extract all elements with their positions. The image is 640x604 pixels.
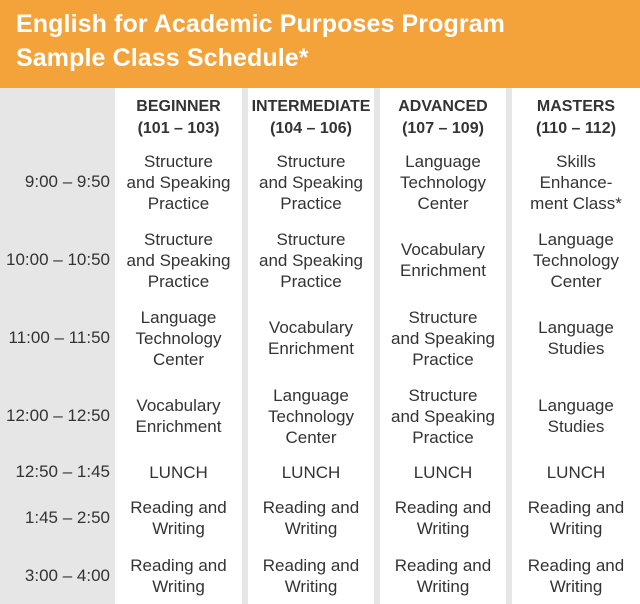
level-range: (104 – 106) <box>270 120 352 137</box>
class-cell <box>380 490 506 546</box>
time-slot: 9:00 – 9:50 <box>24 172 110 191</box>
class-name-line: Writing <box>284 519 338 538</box>
class-name-line: Practice <box>412 349 474 369</box>
class-name-line: LUNCH <box>281 462 341 482</box>
class-name-line: Center <box>152 349 204 369</box>
class-name-line: Studies <box>547 339 605 358</box>
class-cell <box>512 222 640 298</box>
class-name-line: Reading and <box>130 498 227 517</box>
class-cell <box>248 490 374 546</box>
class-cell <box>248 146 374 218</box>
class-cell <box>248 456 374 488</box>
class-name-line: Practice <box>147 193 210 213</box>
time-slot: 12:50 – 1:45 <box>15 462 110 481</box>
time-slot: 1:45 – 2:50 <box>24 508 110 527</box>
level-header-intermediate <box>248 94 374 142</box>
class-name-line: Practice <box>280 193 342 213</box>
class-name-line: Language <box>538 229 614 249</box>
level-name: BEGINNER <box>136 98 221 115</box>
class-cell <box>115 300 242 376</box>
class-name-line: and Speaking <box>126 172 231 192</box>
class-name-line: LUNCH <box>413 462 473 482</box>
class-name-line: Structure <box>408 385 478 405</box>
level-range: (110 – 112) <box>535 120 617 137</box>
class-cell <box>115 548 242 604</box>
class-cell <box>380 300 506 376</box>
class-name-line: Practice <box>412 427 474 447</box>
level-name: INTERMEDIATE <box>251 98 371 115</box>
class-name-line: Writing <box>152 577 205 596</box>
class-name-line: Studies <box>547 417 605 436</box>
level-range: (107 – 109) <box>402 120 484 137</box>
class-name-line: Reading and <box>394 498 492 517</box>
class-name-line: LUNCH <box>149 462 208 482</box>
class-name-line: Vocabulary <box>268 318 354 337</box>
class-cell <box>115 146 242 218</box>
class-name-line: Enrichment <box>268 339 354 358</box>
class-name-line: Vocabulary <box>400 240 486 259</box>
class-name-line: and Speaking <box>126 250 231 270</box>
time-slot: 11:00 – 11:50 <box>8 328 110 347</box>
class-name-line: Reading and <box>527 556 625 575</box>
class-cell <box>512 146 640 218</box>
class-name-line: Practice <box>280 271 342 291</box>
class-name-line: Reading and <box>262 556 360 575</box>
time-slot: 12:00 – 12:50 <box>6 406 110 425</box>
class-cell <box>115 490 242 546</box>
class-name-line: Language <box>405 151 481 171</box>
class-name-line: Enhance- <box>539 172 613 192</box>
class-cell <box>512 378 640 454</box>
class-name-line: Center <box>550 271 602 291</box>
class-name-line: Structure <box>276 151 346 171</box>
class-name-line: Technology <box>267 406 354 426</box>
class-cell <box>248 300 374 376</box>
class-cell <box>248 548 374 604</box>
class-name-line: Structure <box>408 307 478 327</box>
time-slot: 3:00 – 4:00 <box>24 566 110 585</box>
class-cell <box>380 456 506 488</box>
class-name-line: Reading and <box>262 498 360 517</box>
class-cell <box>115 222 242 298</box>
class-cell <box>380 222 506 298</box>
class-cell <box>115 456 242 488</box>
class-cell <box>512 456 640 488</box>
class-cell <box>380 548 506 604</box>
class-name-line: Writing <box>152 519 205 538</box>
class-cell <box>512 300 640 376</box>
class-name-line: Enrichment <box>400 261 486 280</box>
class-name-line: Writing <box>549 577 603 596</box>
class-cell <box>380 378 506 454</box>
class-name-line: and Speaking <box>259 250 363 270</box>
class-name-line: Writing <box>416 577 470 596</box>
class-name-line: Reading and <box>527 498 625 517</box>
class-name-line: Structure <box>144 229 213 249</box>
class-name-line: Language <box>538 318 614 337</box>
level-name: ADVANCED <box>398 98 488 115</box>
class-cell <box>248 378 374 454</box>
title-banner <box>0 0 640 88</box>
time-slot: 10:00 – 10:50 <box>6 250 110 269</box>
class-name-line: Center <box>417 193 469 213</box>
class-name-line: ment Class* <box>530 193 622 213</box>
class-cell <box>512 490 640 546</box>
class-cell <box>380 146 506 218</box>
class-cell <box>115 378 242 454</box>
class-name-line: Enrichment <box>135 417 222 436</box>
class-name-line: and Speaking <box>391 406 495 426</box>
page-title: English for Academic Purposes Program <box>16 10 506 38</box>
class-name-line: Structure <box>144 151 213 171</box>
class-name-line: LUNCH <box>546 462 606 482</box>
level-range: (101 – 103) <box>137 120 220 137</box>
class-name-line: Reading and <box>394 556 492 575</box>
class-name-line: Language <box>538 396 614 415</box>
class-name-line: Technology <box>399 172 486 192</box>
level-name: MASTERS <box>536 98 616 115</box>
class-name-line: Technology <box>532 250 619 270</box>
level-header-advanced <box>380 94 506 142</box>
class-name-line: Practice <box>147 271 210 291</box>
class-name-line: Vocabulary <box>136 396 221 415</box>
class-name-line: Language <box>140 307 217 327</box>
class-cell <box>248 222 374 298</box>
level-header-beginner <box>115 94 242 142</box>
class-name-line: and Speaking <box>391 328 495 348</box>
class-name-line: Skills <box>556 151 596 171</box>
class-name-line: Technology <box>135 328 222 348</box>
class-cell <box>512 548 640 604</box>
class-name-line: Center <box>285 427 337 447</box>
page-subtitle: Sample Class Schedule* <box>16 44 309 72</box>
class-name-line: Writing <box>284 577 338 596</box>
class-name-line: Writing <box>549 519 603 538</box>
class-name-line: Writing <box>416 519 470 538</box>
class-name-line: Language <box>273 385 349 405</box>
class-name-line: Structure <box>276 229 346 249</box>
class-name-line: and Speaking <box>259 172 363 192</box>
class-name-line: Reading and <box>130 556 227 575</box>
level-header-masters <box>512 94 640 142</box>
